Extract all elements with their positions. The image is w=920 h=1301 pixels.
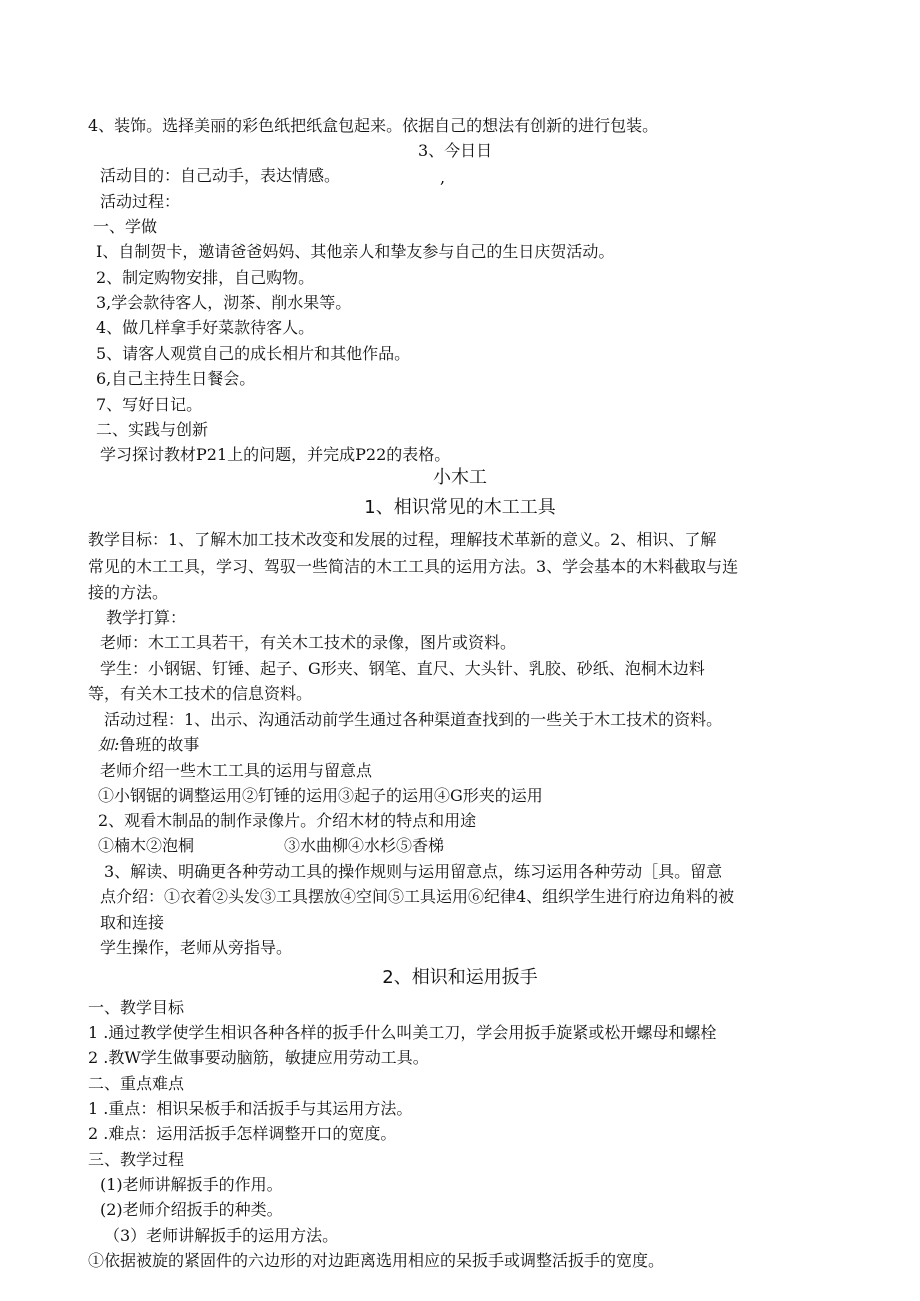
text-line: 学习探讨教材P21上的问题，并完成P22的表格。 xyxy=(100,445,451,464)
text-line: 教学打算： xyxy=(106,608,187,627)
text-line: 2 .难点：运用活扳手怎样调整开口的宽度。 xyxy=(88,1124,397,1143)
text-line: 三、教学过程 xyxy=(88,1150,185,1169)
text-line: 活动目的：自己动手，表达情感。 xyxy=(100,166,341,185)
text-line: 1 .重点：相识呆板手和活扳手与其运用方法。 xyxy=(88,1099,413,1118)
text-line: I、自制贺卡，邀请爸爸妈妈、其他亲人和挚友参与自己的生日庆贺活动。 xyxy=(96,242,615,261)
text-line: 活动过程：1、出示、沟通活动前学生通过各种渠道查找到的一些关于木工技术的资料。 xyxy=(104,710,723,729)
text-line: 活动过程： xyxy=(100,192,181,211)
text-line: 2 .教W学生做事要动脑筋，敏捷应用劳动工具。 xyxy=(88,1048,429,1067)
text-line: 一、学做 xyxy=(93,217,158,236)
section-heading: 3、今日日 xyxy=(418,141,493,160)
text-line: 3、解读、明确更各种劳动工具的操作规则与运用留意点，练习运用各种劳动［具。留意 xyxy=(104,862,723,881)
text-line: (2)老师介绍扳手的种类。 xyxy=(100,1200,283,1219)
text-span: ①楠木②泡桐 xyxy=(98,836,195,855)
text-line: 5、请客人观赏自己的成长相片和其他作品。 xyxy=(96,344,411,363)
italic-prefix: 如: xyxy=(98,735,120,754)
text-line: 3,学会款待客人，沏茶、削水果等。 xyxy=(96,293,352,312)
text-line: 老师：木工工具若干，有关木工技术的录像，图片或资料。 xyxy=(100,633,517,652)
text-line: 4、装饰。选择美丽的彩色纸把纸盒包起来。依据自己的想法有创新的进行包装。 xyxy=(88,116,659,135)
text-line: 6,自己主持生日餐会。 xyxy=(96,369,256,388)
text-line: (1)老师讲解扳手的作用。 xyxy=(100,1175,283,1194)
text-line: 2、制定购物安排，自己购物。 xyxy=(96,268,315,287)
text-line: 2、观看木制品的制作录像片。介绍木材的特点和用途 xyxy=(98,811,477,830)
text-line: 4、做几样拿手好菜款待客人。 xyxy=(96,318,315,337)
text-line: 学生操作，老师从旁指导。 xyxy=(100,938,293,957)
text-line: 点介绍：①衣着②头发③工具摆放④空间⑤工具运用⑥纪律4、组织学生进行府边角料的被 xyxy=(100,887,735,906)
text-line: （3）老师讲解扳手的运用方法。 xyxy=(104,1226,339,1245)
text-line: 二、重点难点 xyxy=(88,1074,185,1093)
text-line xyxy=(98,733,858,757)
section-heading: 1、相识常见的木工工具 xyxy=(364,497,556,518)
text-line: 教学目标：1、了解木加工技术改变和发展的过程，理解技术革新的意义。2、相识、了解 xyxy=(88,530,717,549)
text-line: ①依据被旋的紧固件的六边形的对边距离选用相应的呆扳手或调整活扳手的宽度。 xyxy=(88,1251,665,1270)
section-heading: 2、相识和运用扳手 xyxy=(382,967,538,988)
text-line: 学生：小钢锯、钉锤、起子、G形夹、钢笔、直尺、大头针、乳胶、砂纸、泡桐木边料 xyxy=(100,659,705,678)
title-heading: 小木工 xyxy=(433,467,487,488)
text-line: ①小钢锯的调整运用②钉锤的运用③起子的运用④G形夹的运用 xyxy=(98,786,543,805)
text-line: 一、教学目标 xyxy=(88,998,185,1017)
text-line: 常见的木工工具，学习、驾驭一些简洁的木工工具的运用方法。3、学会基本的木料截取与连 xyxy=(88,557,739,576)
text-span: ③水曲柳④水杉⑤香梯 xyxy=(284,836,445,855)
text-line: 二、实践与创新 xyxy=(96,420,209,439)
text-line: 老师介绍一些木工工具的运用与留意点 xyxy=(100,761,373,780)
text-line: 等，有关木工技术的信息资料。 xyxy=(88,684,313,703)
text-line xyxy=(98,834,858,858)
text-line: 接的方法。 xyxy=(88,583,169,602)
text-line: 7、写好日记。 xyxy=(96,395,203,414)
stray-mark: , xyxy=(440,168,446,187)
text-line: 取和连接 xyxy=(100,913,165,932)
text-span: 鲁班的故事 xyxy=(119,735,200,754)
text-line: 1 .通过教学使学生相识各种各样的扳手什么叫美工刀，学会用扳手旋紧或松开螺母和螺栓 xyxy=(88,1023,717,1042)
